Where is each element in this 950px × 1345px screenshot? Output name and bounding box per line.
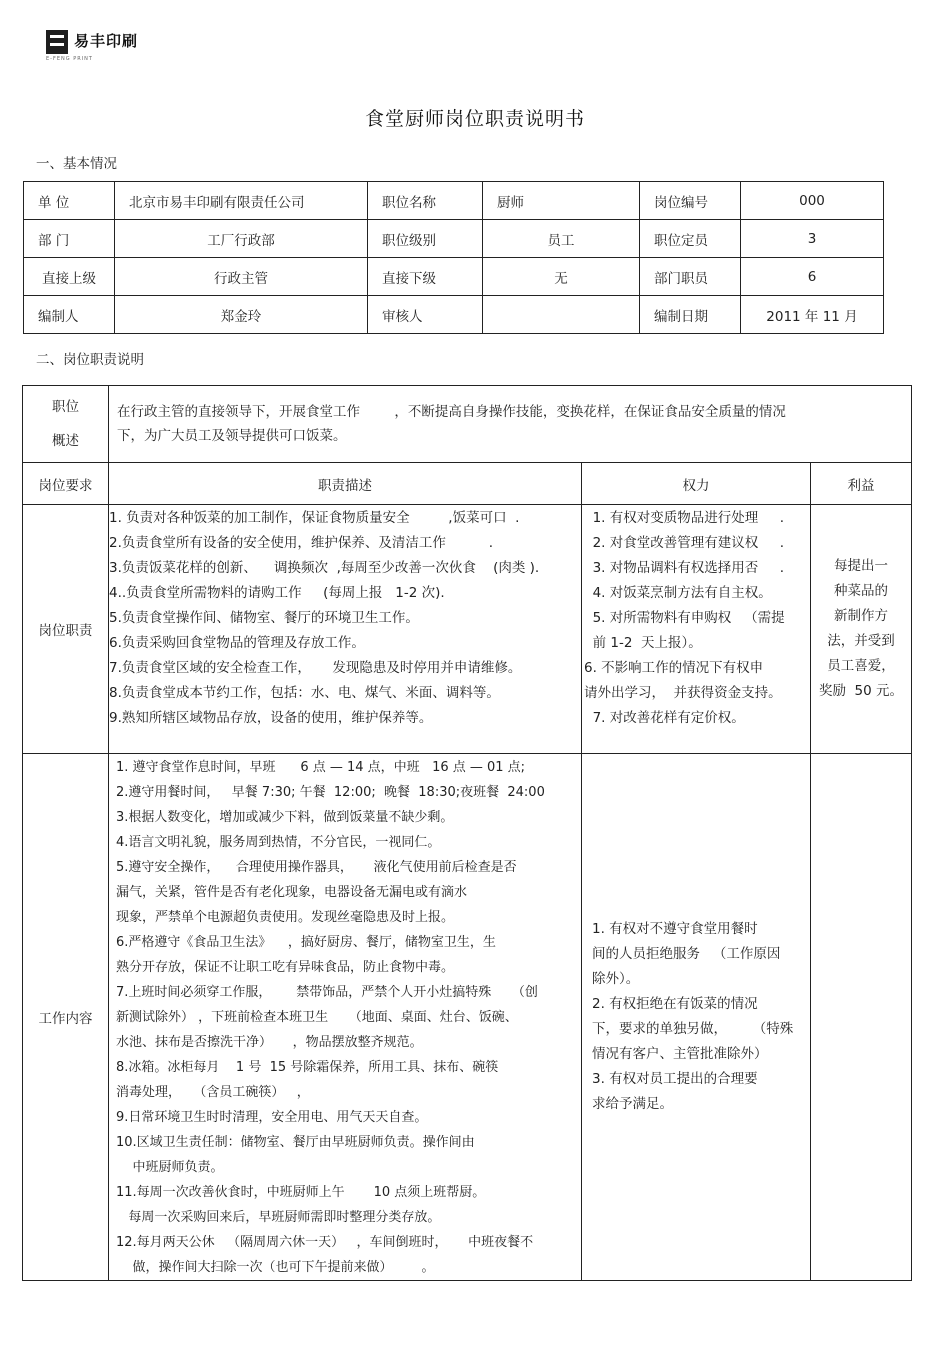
cell-value: 厨师	[483, 182, 640, 220]
header-benefits: 利益	[811, 463, 912, 505]
cell-label: 岗位编号	[640, 182, 741, 220]
cell-label: 直接下级	[368, 258, 483, 296]
cell-label: 审核人	[368, 296, 483, 334]
logo-subtext: E-FENG PRINT	[46, 56, 93, 62]
cell-label: 直接上级	[24, 258, 115, 296]
cell-label: 部 门	[24, 220, 115, 258]
header-description: 职责描述	[109, 463, 582, 505]
list-item: 2.负责食堂所有设备的安全使用，维护保养、及清洁工作 .	[109, 535, 494, 551]
header-row	[23, 463, 912, 505]
list-item: 9.熟知所辖区域物品存放，设备的使用，维护保养等。	[109, 710, 433, 726]
section-duties-title: 二、岗位职责说明	[36, 352, 144, 368]
cell-value: 北京市易丰印刷有限责任公司	[115, 182, 368, 220]
logo-icon	[46, 30, 68, 54]
table-row	[24, 296, 884, 334]
cell-value: 行政主管	[115, 258, 368, 296]
cell-value: 000	[741, 182, 884, 220]
duties-label: 岗位职责	[23, 505, 109, 754]
work-rights: 1. 有权对不遵守食堂用餐时 间的人员拒绝服务 （工作原因 除外）。 2. 有权拒绝在有饭菜的情况 下，要求的单独另做， （特殊 情况有客户、主管批准除外） 3. 有权对员工提出的合理要 求给予满足。	[582, 754, 811, 1281]
logo-name: 易丰印刷	[74, 32, 139, 50]
cell-value: 郑金玲	[115, 296, 368, 334]
table-row	[24, 182, 884, 220]
table-row	[24, 220, 884, 258]
duties-row	[23, 505, 912, 754]
work-content: 1. 遵守食堂作息时间，早班 6 点 — 14 点，中班 16 点 — 01 点; 2.遵守用餐时间， 早餐 7:30; 午餐 12:00; 晚餐 18:30;夜班餐 24:00 3.根据人数变化，增加或减少下料，做到饭菜量不缺少剩。 4.语言文明礼貌，服务周到热情，不分官民，一视同仁。 5.遵守安全操作， 合理使用操作器具， 液化气使用前后检查是否 漏气，关紧，管件是否有老化现象，电器设备无漏电或有滴水 现象，严禁单个电源超负责使用。发现丝毫隐患及时上报。 6.严格遵守《食品卫生法》 ，搞好厨房、餐厅，储物室卫生，生 熟分开存放，保证不让职工吃有异味食品，防止食物中毒。 7.上班时间必须穿工作服， 禁带饰品，严禁个人开小灶搞特殊 （创 新测试除外） ，下班前检查本班卫生 （地面、桌面、灶台、饭碗、 水池、抹布是否擦洗干净） ，物品摆放整齐规范。 8.冰箱。冰柜每月 1 号 15 号除霜保养，所用工具、抹布、碗筷 消毒处理， （含员工碗筷） ， 9.日常环境卫生时时清理，安全用电、用气天天自查。 10.区域卫生责任制：储物室、餐厅由早班厨师负责。操作间由 中班厨师负责。 11.每周一次改善伙食时，中班厨师上午 10 点须上班帮厨。 每周一次采购回来后，早班厨师需即时整理分类存放。 12.每月两天公休 （隔周周六休一天） ，车间倒班时， 中班夜餐不 做，操作间大扫除一次（也可下午提前来做） 。	[109, 754, 582, 1281]
list-item: 7.负责食堂区域的安全检查工作， 发现隐患及时停用并申请维修。	[109, 660, 522, 676]
cell-value: 工厂行政部	[115, 220, 368, 258]
section-basic-info-title: 一、基本情况	[36, 156, 117, 172]
cell-label: 职位定员	[640, 220, 741, 258]
cell-value: 3	[741, 220, 884, 258]
header-requirements: 岗位要求	[23, 463, 109, 505]
duties-list	[109, 505, 582, 754]
list-item: 3.负责饭菜花样的创新、 调换频次 ,每周至少改善一次伙食 (肉类 ).	[109, 560, 540, 576]
list-item: 1. 负责对各种饭菜的加工制作，保证食物质量安全 ,饭菜可口 .	[109, 510, 520, 526]
cell-label: 职位名称	[368, 182, 483, 220]
cell-value: 2011 年 11 月	[741, 296, 884, 334]
cell-label: 部门职员	[640, 258, 741, 296]
cell-value: 无	[483, 258, 640, 296]
header-authority: 权力	[582, 463, 811, 505]
cell-label: 单 位	[24, 182, 115, 220]
table-row	[24, 258, 884, 296]
overview-text: 在行政主管的直接领导下，开展食堂工作 ，不断提高自身操作技能，变换花样，在保证食品安全质量的情况 下，为广大员工及领导提供可口饭菜。	[109, 386, 912, 463]
cell-label: 编制人	[24, 296, 115, 334]
overview-label: 职位 概述	[23, 386, 109, 463]
duties-rights: 1. 有权对变质物品进行处理 . 2. 对食堂改善管理有建议权 . 3. 对物品调料有权选择用否 . 4. 对饭菜烹制方法有自主权。 5. 对所需物料有申购权 （需提 前 1-2 天上报）。 6. 不影响工作的情况下有权申 请外出学习， 并获得资金支持。 7. 对改善花样有定价权。	[582, 505, 811, 754]
cell-value	[483, 296, 640, 334]
work-row	[23, 754, 912, 1281]
list-item: 5.负责食堂操作间、储物室、餐厅的环境卫生工作。	[109, 610, 419, 626]
duties-benefit: 每提出一 种菜品的 新制作方 法，并受到 员工喜爱， 奖励 50 元。	[811, 505, 912, 754]
work-label: 工作内容	[23, 754, 109, 1281]
list-item: 6.负责采购回食堂物品的管理及存放工作。	[109, 635, 365, 651]
cell-label: 编制日期	[640, 296, 741, 334]
list-item: 8.负责食堂成本节约工作，包括：水、电、煤气、米面、调料等。	[109, 685, 500, 701]
document-title: 食堂厨师岗位职责说明书	[364, 108, 585, 130]
basic-info-table	[23, 181, 884, 334]
overview-row	[23, 386, 912, 463]
list-item: 4..负责食堂所需物料的请购工作 (每周上报 1-2 次).	[109, 585, 445, 601]
duties-table	[22, 385, 912, 1281]
cell-label: 职位级别	[368, 220, 483, 258]
cell-value: 员工	[483, 220, 640, 258]
work-benefit	[811, 754, 912, 1281]
cell-value: 6	[741, 258, 884, 296]
company-logo	[46, 30, 139, 62]
